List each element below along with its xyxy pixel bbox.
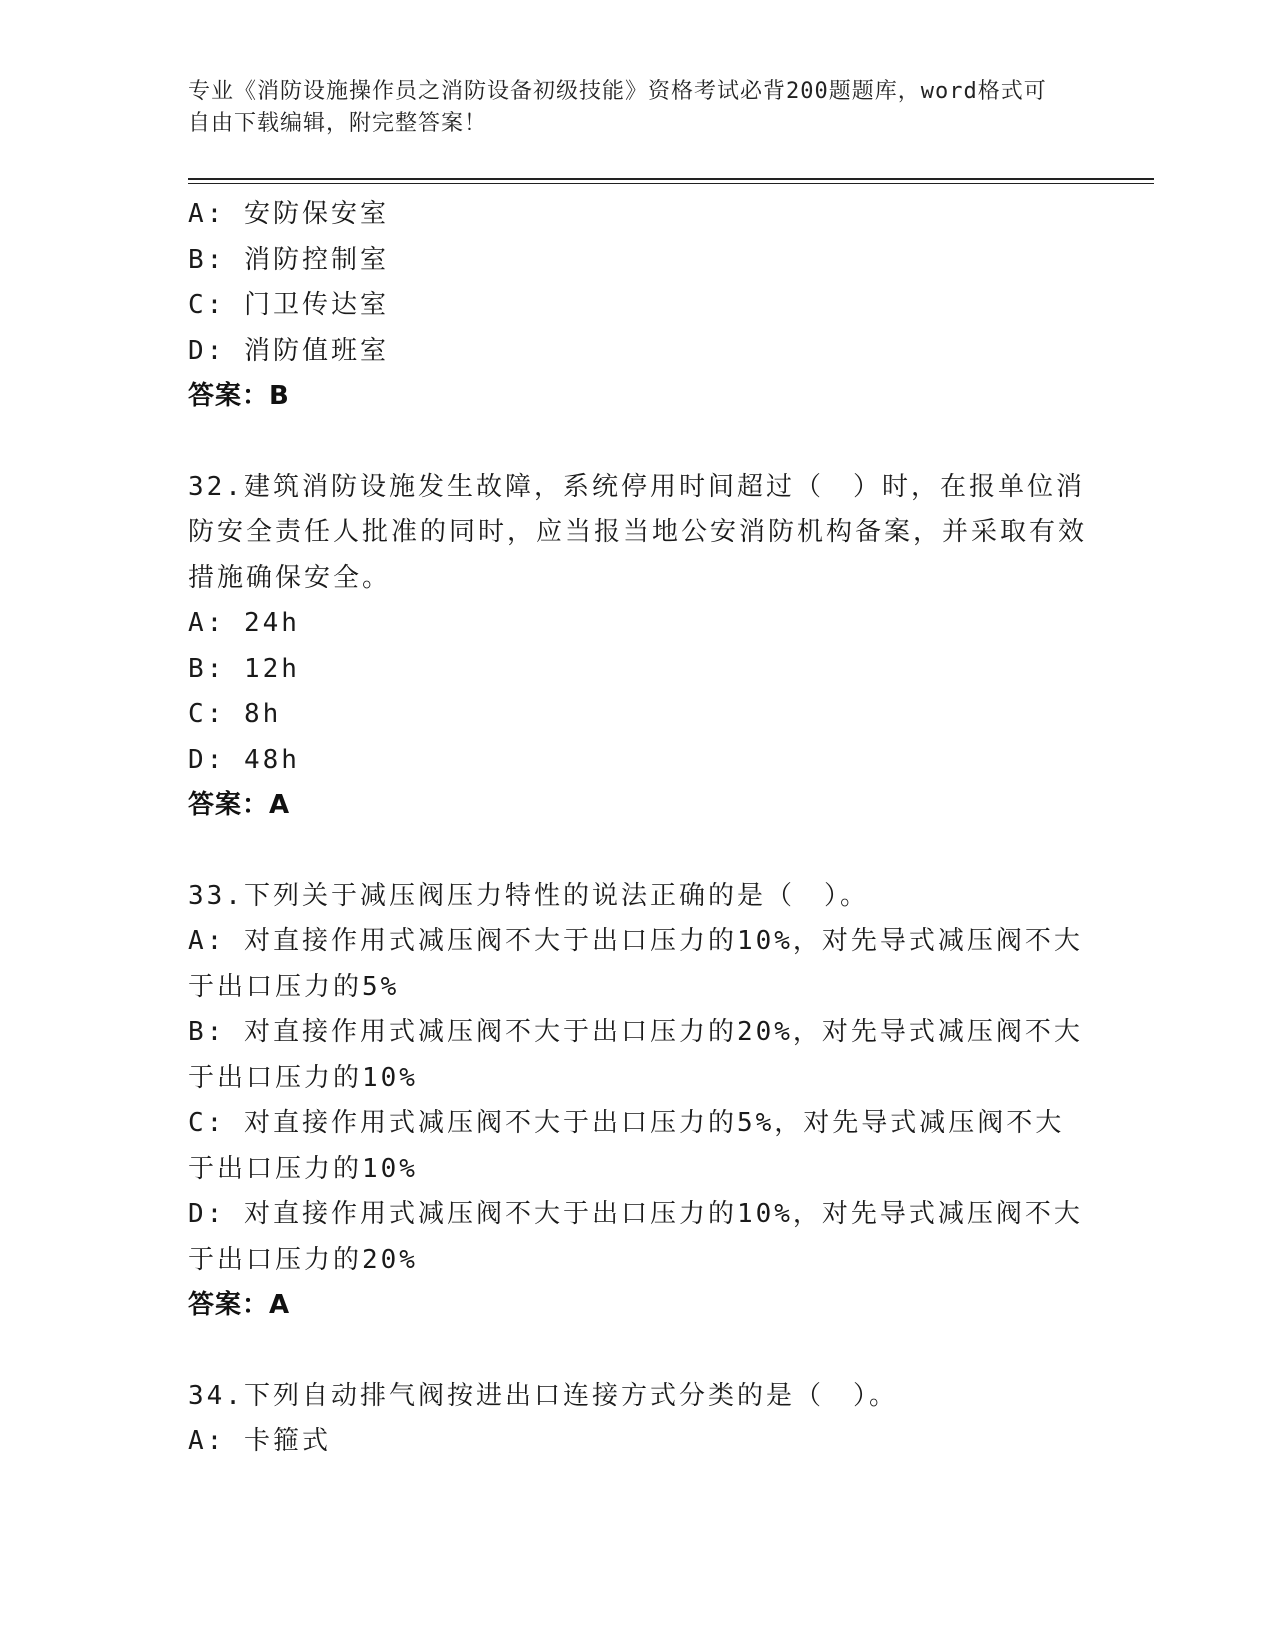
question-block-34 [188, 1374, 1088, 1465]
option-c: C: 8h [188, 699, 282, 729]
question-block-31 [188, 192, 1088, 420]
answer-line: 答案：A [188, 790, 291, 820]
option-a: A: 安防保安室 [188, 199, 389, 229]
option-a: A: 24h [188, 608, 300, 638]
option-b: B: 消防控制室 [188, 244, 389, 275]
header-rule-thin [188, 183, 1154, 184]
option-d: D: 对直接作用式减压阀不大于出口压力的10%，对先导式减压阀不大于出口压力的20% [188, 1199, 1083, 1275]
option-b: B: 12h [188, 653, 300, 684]
question-block-33 [188, 874, 1088, 1329]
option-b: B: 对直接作用式减压阀不大于出口压力的20%，对先导式减压阀不大于出口压力的10% [188, 1017, 1083, 1093]
question-stem: 32.建筑消防设施发生故障，系统停用时间超过（ ）时，在报单位消防安全责任人批准的同时，应当报当地公安消防机构备案，并采取有效措施确保安全。 [188, 471, 1088, 593]
question-block-32 [188, 465, 1088, 829]
question-stem: 33.下列关于减压阀压力特性的说法正确的是（ ）。 [188, 880, 869, 911]
option-a: A: 卡箍式 [188, 1426, 331, 1456]
document-body [188, 192, 1088, 1465]
option-d: D: 消防值班室 [188, 335, 389, 366]
option-c: C: 对直接作用式减压阀不大于出口压力的5%，对先导式减压阀不大于出口压力的10% [188, 1108, 1065, 1184]
option-a: A: 对直接作用式减压阀不大于出口压力的10%，对先导式减压阀不大于出口压力的5% [188, 926, 1083, 1002]
document-header: 专业《消防设施操作员之消防设备初级技能》资格考试必背200题题库，word格式可自由下载编辑，附完整答案！ [188, 79, 1047, 136]
header-rule-thick [188, 178, 1154, 180]
option-d: D: 48h [188, 744, 300, 775]
option-c: C: 门卫传达室 [188, 290, 389, 320]
question-stem: 34.下列自动排气阀按进出口连接方式分类的是（ ）。 [188, 1380, 898, 1411]
answer-line: 答案：A [188, 1290, 291, 1320]
answer-line: 答案：B [188, 381, 290, 411]
